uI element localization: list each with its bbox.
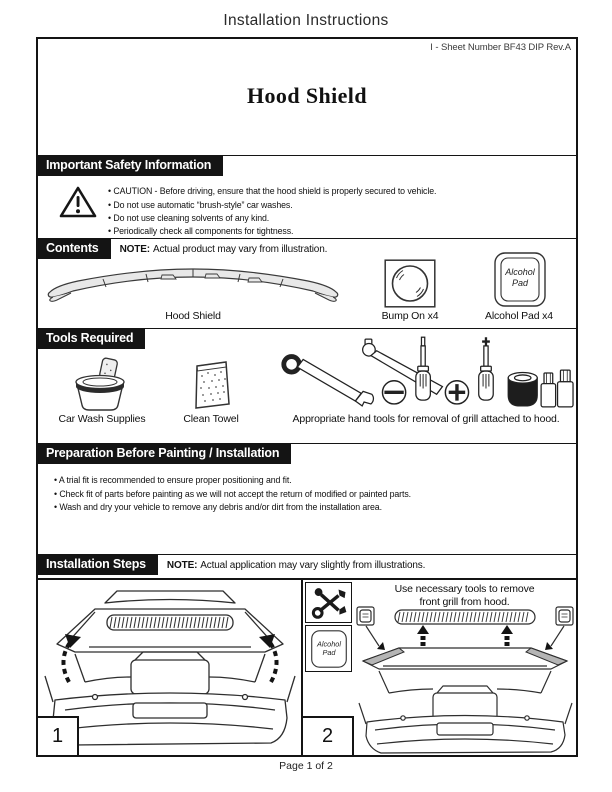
preparation-bullet-list <box>54 474 576 514</box>
contents-header-bar: Contents <box>38 239 111 259</box>
section-tools <box>38 328 576 443</box>
section-preparation <box>38 443 576 554</box>
section-contents <box>38 238 576 328</box>
document-title: Installation Instructions <box>223 12 389 29</box>
safety-bullet: • CAUTION - Before driving, ensure that the hood shield is properly secured to vehicle. <box>108 185 436 198</box>
safety-bullet: • Do not use cleaning solvents of any kind. <box>108 212 436 225</box>
safety-bullet-list <box>108 185 436 238</box>
steps-header-bar: Installation Steps <box>38 555 158 575</box>
crossed-tools-icon <box>305 582 352 623</box>
alcohol-pad-illustration <box>493 251 547 308</box>
step-2-car-illustration <box>355 605 575 755</box>
alcohol-pad-text: Alcohol <box>505 267 535 277</box>
hood-shield-illustration <box>44 264 342 304</box>
preparation-bullet: • Wash and dry your vehicle to remove any debris and/or dirt from the installation area. <box>54 501 576 514</box>
safety-bullet: • Do not use automatic “brush-style” car washes. <box>108 199 436 212</box>
contents-item-label: Alcohol Pad x4 <box>485 310 553 322</box>
safety-header-bar: Important Safety Information <box>38 156 223 176</box>
tools-item-label: Clean Towel <box>183 413 239 425</box>
contents-item-label: Bump On x4 <box>381 310 439 322</box>
alcohol-pad-item-box <box>305 625 352 672</box>
preparation-bullet: • Check fit of parts before painting as we will not accept the return of modified or painted parts. <box>54 488 576 501</box>
note-label: NOTE: <box>119 244 150 256</box>
sheet-border-box <box>36 37 578 757</box>
product-title: Hood Shield <box>247 83 367 108</box>
instruction-line: Use necessary tools to remove <box>394 583 535 595</box>
step-number-badge: 1 <box>38 716 79 755</box>
instruction-line: front grill from hood. <box>419 595 510 608</box>
section-safety <box>38 155 576 238</box>
contents-note <box>120 244 328 255</box>
tools-item-label: Car Wash Supplies <box>58 413 146 425</box>
warning-triangle-icon <box>48 181 108 238</box>
note-label: NOTE: <box>166 560 198 572</box>
step-2-panel <box>303 580 576 755</box>
bump-on-illustration <box>384 259 436 308</box>
note-text: Actual application may vary slightly from illustrations. <box>200 560 426 572</box>
step-1-panel <box>38 580 303 755</box>
alcohol-pad-text: Alcohol <box>316 638 341 648</box>
step-number-badge: 2 <box>303 716 354 755</box>
section-step-panels <box>38 578 576 755</box>
hand-tools-illustration <box>278 335 574 411</box>
step-2-required-items-column <box>303 580 355 672</box>
preparation-bullet: • A trial fit is recommended to ensure proper positioning and fit. <box>54 474 576 487</box>
tools-item-label: Appropriate hand tools for removal of grill attached to hood. <box>292 413 560 425</box>
section-steps-header <box>38 554 576 578</box>
alcohol-pad-text: Pad <box>511 278 529 288</box>
sheet-number: I - Sheet Number BF43 DIP Rev.A <box>430 42 571 53</box>
page-footer: Page 1 of 2 <box>279 760 333 772</box>
steps-note <box>167 560 425 571</box>
contents-item-label: Hood Shield <box>165 310 221 322</box>
alcohol-pad-text: Pad <box>321 647 336 657</box>
note-text: Actual product may vary from illustration. <box>152 244 328 256</box>
tools-header-bar: Tools Required <box>38 329 145 349</box>
car-wash-supplies-illustration <box>72 357 130 412</box>
preparation-header-bar: Preparation Before Painting / Installation <box>38 444 291 464</box>
clean-towel-illustration <box>192 359 232 411</box>
safety-bullet: • Periodically check all components for tightness. <box>108 225 436 238</box>
